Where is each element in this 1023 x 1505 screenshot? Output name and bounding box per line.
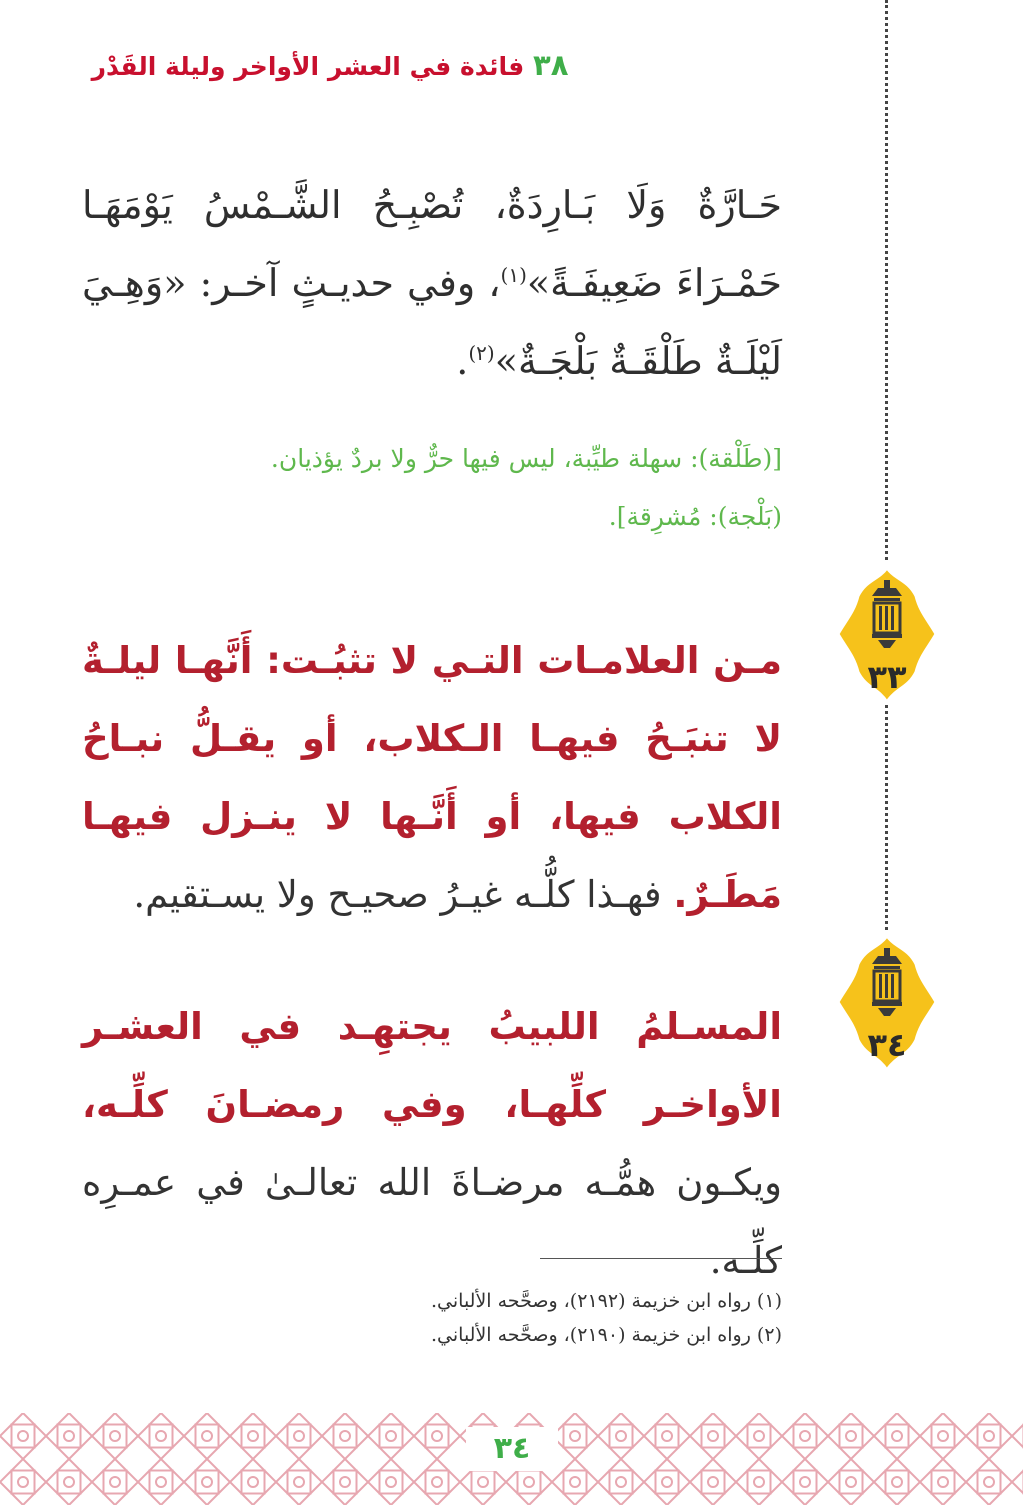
footnote-2: (٢) رواه ابن خزيمة (٢١٩٠)، وصحَّحه الألباني. [430, 1324, 782, 1346]
badge-number-33: ٣٣ [867, 658, 907, 696]
footnotes [300, 1284, 782, 1352]
quote-text-2: ، وفي حديـثٍ آخـر: «وَهِـيَ لَيْلَـةٌ طَلْقَـةٌ بَلْجَـةٌ» [82, 261, 782, 383]
quote-text: حَـارَّةٌ وَلَا بَـارِدَةٌ، تُصْبِـحُ الشَّـمْسُ يَوْمَهَـا حَمْـرَاءَ ضَعِيفَـةً» [82, 183, 783, 305]
lantern-badge-34 [836, 930, 938, 1080]
benefit-34-highlight: المسـلمُ اللبيبُ يجتهِـد في العشـر الأواخـر كلِّهـا، وفي رمضـانَ كلِّـه، [82, 1005, 782, 1126]
benefit-34 [82, 988, 782, 1300]
header-title: فائدة في العشر الأواخر وليلة القَدْر [91, 52, 525, 81]
gloss-line-1: [(طَلْقة): سهلة طيِّبة، ليس فيها حرٌّ ولا بردٌ يؤذيان. [270, 444, 782, 473]
running-header [0, 48, 660, 82]
page-number: ٣٤ [466, 1427, 558, 1471]
footnote-ref-1[interactable]: (١) [500, 263, 527, 287]
margin-dotted-rule [885, 705, 888, 930]
hadith-quote [82, 170, 782, 396]
quote-end: . [456, 339, 469, 383]
benefit-33-comment: فهـذا كلُّـه غيـرُ صحيـح ولا يسـتقيم. [133, 873, 674, 916]
footnote-1: (١) رواه ابن خزيمة (٢١٩٢)، وصحَّحه الألباني. [430, 1290, 782, 1312]
margin-dotted-rule [885, 0, 888, 560]
gloss-line-2: (بَلْجة): مُشرِقة]. [608, 502, 782, 531]
header-number: ٣٨ [533, 48, 569, 82]
benefit-34-comment: ويكـون همُّـه مرضـاةَ الله تعالـىٰ في عمـرِه كلِّـه. [82, 1161, 782, 1282]
benefit-33-highlight: مـن العلامـات التـي لا تثبُـت: أَنَّهـا ليلـةٌ لا تنبَـحُ فيهـا الـكلاب، أو يقـلُّ نبـاحُ الكلاب فيها، أو أَنَّـها لا ينـزل فيهـا مَطَـرٌ. [82, 639, 782, 916]
footnote-ref-2[interactable]: (٢) [468, 341, 495, 365]
footnote-separator [540, 1258, 782, 1259]
benefit-33 [82, 622, 782, 934]
glossary-note [82, 436, 782, 552]
lantern-badge-33 [836, 562, 938, 712]
badge-number-34: ٣٤ [867, 1026, 907, 1064]
